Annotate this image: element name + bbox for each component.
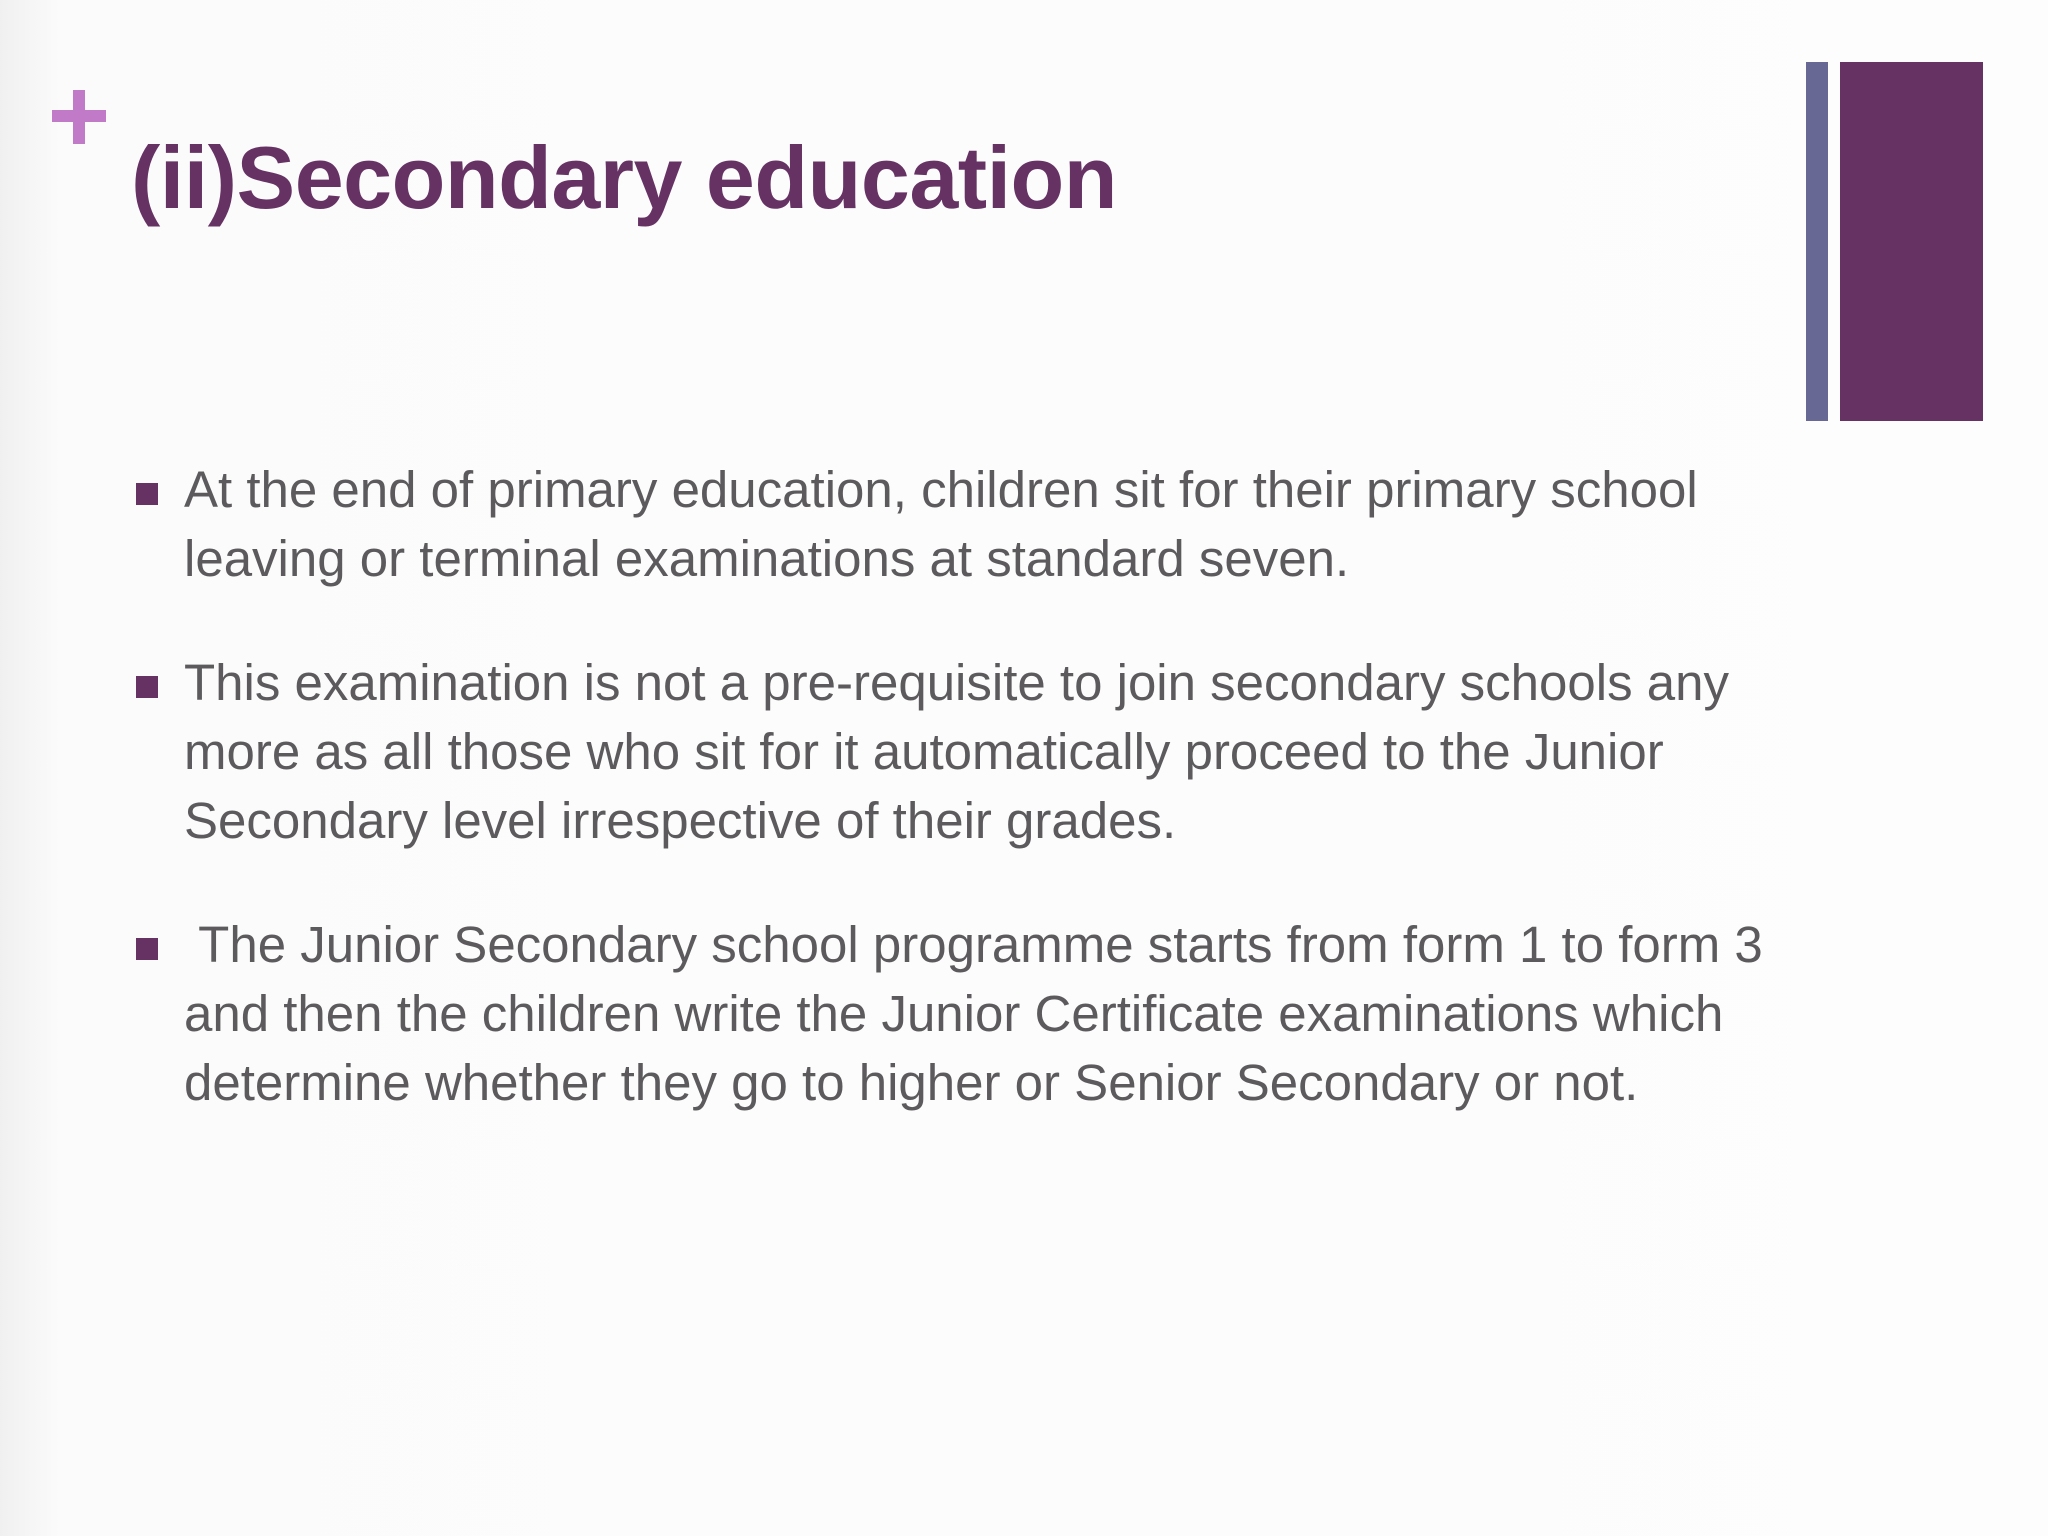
plus-icon-vertical [73, 90, 85, 144]
bullet-text: The Junior Secondary school programme starts from form 1 to form 3 and then the children write the Junior Certificate examinations which determine whether they go to higher or Senior Secondary or not. [184, 916, 1777, 1111]
square-bullet-icon [136, 938, 158, 960]
slide-title: (ii)Secondary education [131, 128, 1118, 227]
bullet-item [134, 910, 1814, 1117]
square-bullet-icon [136, 676, 158, 698]
decorative-bar-thin [1806, 62, 1828, 421]
bullet-item [134, 648, 1814, 855]
square-bullet-icon [136, 483, 158, 505]
bullet-list [134, 455, 1814, 1172]
plus-icon [52, 90, 106, 144]
bullet-text: This examination is not a pre-requisite to join secondary schools any more as all those who sit for it automatically proceed to the Junior Secondary level irrespective of their grades. [184, 654, 1744, 849]
bullet-item [134, 455, 1814, 593]
decorative-bar-wide [1840, 62, 1983, 421]
bullet-text: At the end of primary education, children sit for their primary school leaving or terminal examinations at standard seven. [184, 461, 1712, 587]
